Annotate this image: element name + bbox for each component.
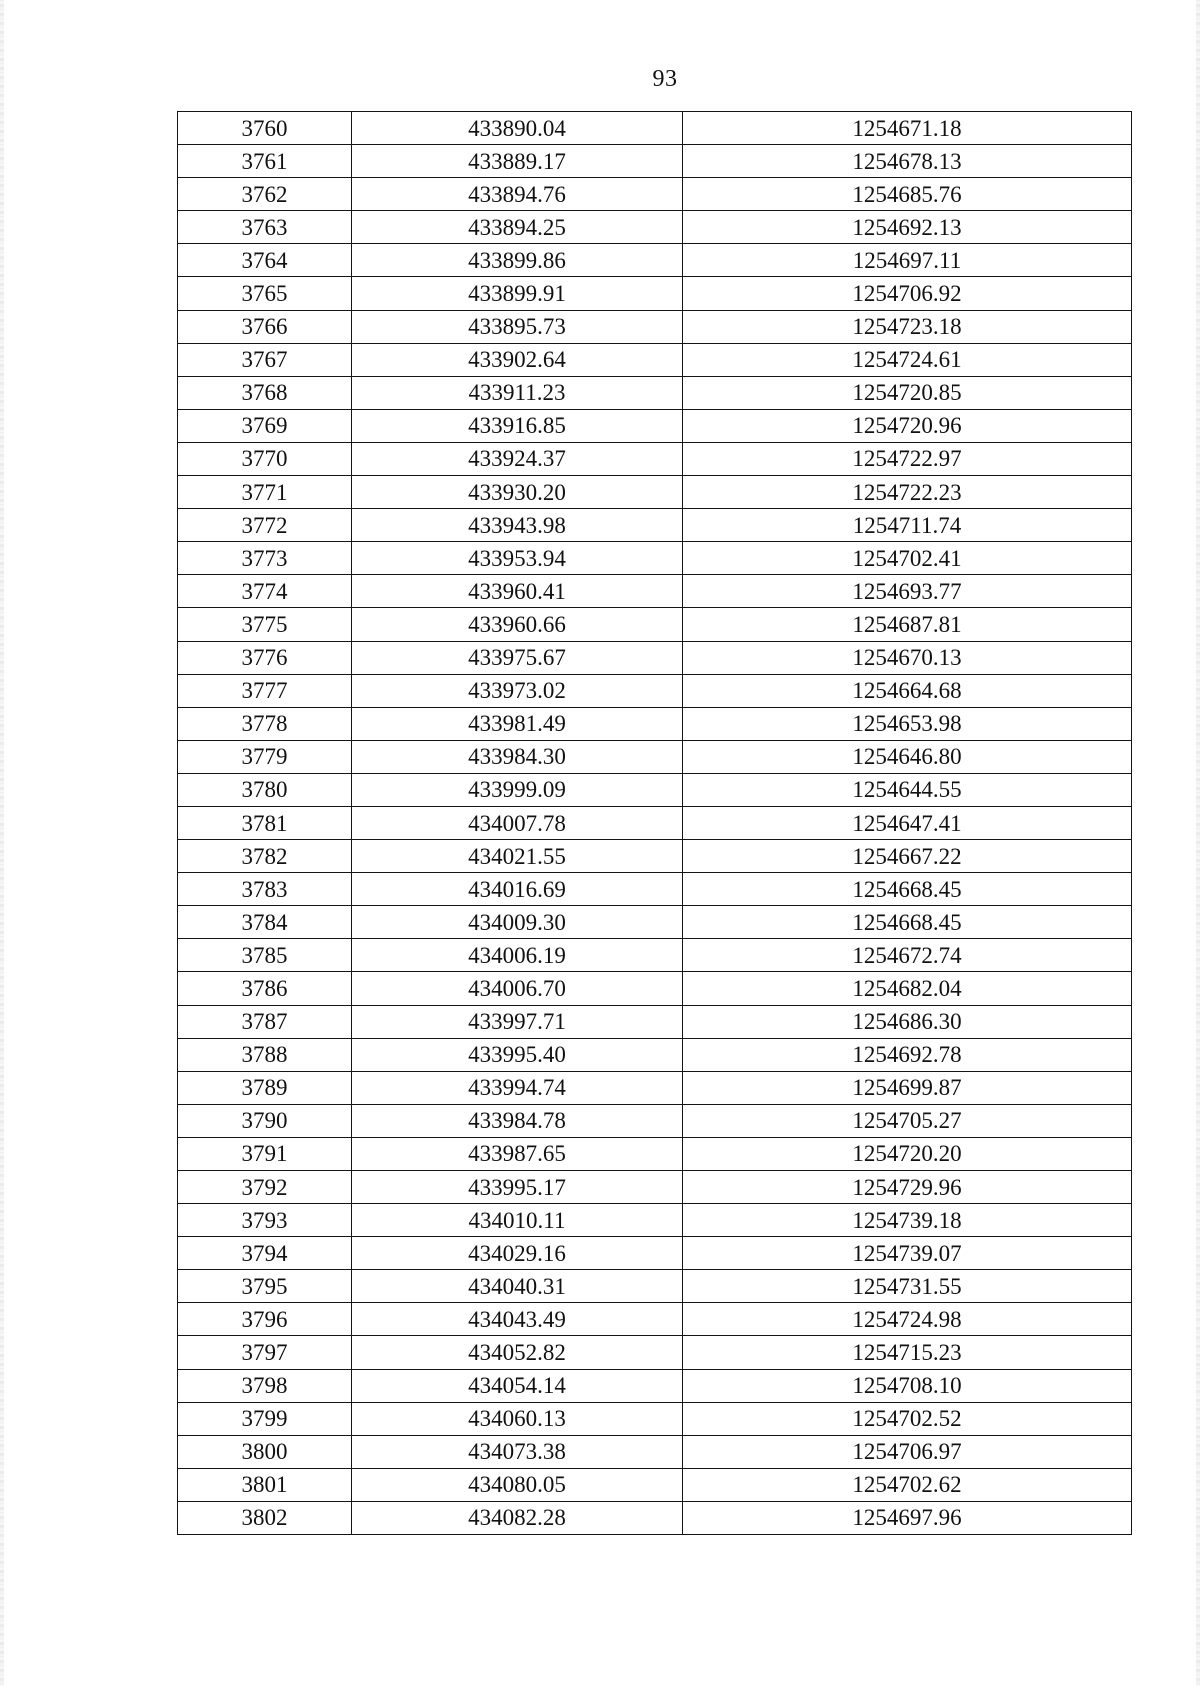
table-row — [178, 343, 1132, 376]
x-coordinate-cell: 434006.70 — [352, 972, 683, 1005]
x-coordinate-cell: 434009.30 — [352, 906, 683, 939]
y-coordinate-cell: 1254702.62 — [683, 1468, 1132, 1501]
table-row — [178, 674, 1132, 707]
x-coordinate-cell: 433984.30 — [352, 740, 683, 773]
y-coordinate-cell: 1254647.41 — [683, 806, 1132, 839]
y-coordinate-cell: 1254702.52 — [683, 1402, 1132, 1435]
x-coordinate-cell: 434073.38 — [352, 1435, 683, 1468]
point-number-cell: 3795 — [178, 1270, 352, 1303]
point-number-cell: 3791 — [178, 1137, 352, 1170]
x-coordinate-cell: 434054.14 — [352, 1369, 683, 1402]
point-number-cell: 3787 — [178, 1005, 352, 1038]
y-coordinate-cell: 1254644.55 — [683, 773, 1132, 806]
y-coordinate-cell: 1254672.74 — [683, 939, 1132, 972]
y-coordinate-cell: 1254686.30 — [683, 1005, 1132, 1038]
x-coordinate-cell: 434052.82 — [352, 1336, 683, 1369]
y-coordinate-cell: 1254668.45 — [683, 906, 1132, 939]
point-number-cell: 3777 — [178, 674, 352, 707]
point-number-cell: 3785 — [178, 939, 352, 972]
point-number-cell: 3767 — [178, 343, 352, 376]
point-number-cell: 3793 — [178, 1204, 352, 1237]
x-coordinate-cell: 433995.17 — [352, 1171, 683, 1204]
x-coordinate-cell: 434021.55 — [352, 840, 683, 873]
y-coordinate-cell: 1254699.87 — [683, 1071, 1132, 1104]
x-coordinate-cell: 433984.78 — [352, 1104, 683, 1137]
table-row — [178, 1137, 1132, 1170]
table-row — [178, 310, 1132, 343]
point-number-cell: 3801 — [178, 1468, 352, 1501]
table-row — [178, 1204, 1132, 1237]
point-number-cell: 3792 — [178, 1171, 352, 1204]
point-number-cell: 3769 — [178, 409, 352, 442]
table-row — [178, 740, 1132, 773]
table-row — [178, 409, 1132, 442]
table-row — [178, 1402, 1132, 1435]
x-coordinate-cell: 433999.09 — [352, 773, 683, 806]
y-coordinate-cell: 1254729.96 — [683, 1171, 1132, 1204]
table-row — [178, 1071, 1132, 1104]
y-coordinate-cell: 1254685.76 — [683, 178, 1132, 211]
x-coordinate-cell: 433975.67 — [352, 641, 683, 674]
point-number-cell: 3773 — [178, 542, 352, 575]
x-coordinate-cell: 434082.28 — [352, 1501, 683, 1534]
table-row — [178, 641, 1132, 674]
x-coordinate-cell: 433994.74 — [352, 1071, 683, 1104]
point-number-cell: 3776 — [178, 641, 352, 674]
table-row — [178, 476, 1132, 509]
point-number-cell: 3778 — [178, 707, 352, 740]
x-coordinate-cell: 433894.76 — [352, 178, 683, 211]
y-coordinate-cell: 1254723.18 — [683, 310, 1132, 343]
coordinate-table — [177, 111, 1132, 1535]
point-number-cell: 3788 — [178, 1038, 352, 1071]
point-number-cell: 3800 — [178, 1435, 352, 1468]
y-coordinate-cell: 1254693.77 — [683, 575, 1132, 608]
x-coordinate-cell: 434010.11 — [352, 1204, 683, 1237]
x-coordinate-cell: 433997.71 — [352, 1005, 683, 1038]
point-number-cell: 3761 — [178, 145, 352, 178]
point-number-cell: 3772 — [178, 509, 352, 542]
table-row — [178, 211, 1132, 244]
x-coordinate-cell: 433889.17 — [352, 145, 683, 178]
point-number-cell: 3794 — [178, 1237, 352, 1270]
table-row — [178, 1005, 1132, 1038]
table-row — [178, 773, 1132, 806]
y-coordinate-cell: 1254724.61 — [683, 343, 1132, 376]
x-coordinate-cell: 433960.66 — [352, 608, 683, 641]
table-row — [178, 939, 1132, 972]
x-coordinate-cell: 433911.23 — [352, 376, 683, 409]
point-number-cell: 3771 — [178, 476, 352, 509]
y-coordinate-cell: 1254731.55 — [683, 1270, 1132, 1303]
x-coordinate-cell: 433890.04 — [352, 112, 683, 145]
table-row — [178, 1435, 1132, 1468]
table-row — [178, 178, 1132, 211]
y-coordinate-cell: 1254646.80 — [683, 740, 1132, 773]
y-coordinate-cell: 1254697.11 — [683, 244, 1132, 277]
y-coordinate-cell: 1254697.96 — [683, 1501, 1132, 1534]
y-coordinate-cell: 1254739.18 — [683, 1204, 1132, 1237]
y-coordinate-cell: 1254702.41 — [683, 542, 1132, 575]
point-number-cell: 3770 — [178, 442, 352, 475]
x-coordinate-cell: 433899.86 — [352, 244, 683, 277]
point-number-cell: 3789 — [178, 1071, 352, 1104]
point-number-cell: 3766 — [178, 310, 352, 343]
table-row — [178, 806, 1132, 839]
x-coordinate-cell: 433924.37 — [352, 442, 683, 475]
y-coordinate-cell: 1254705.27 — [683, 1104, 1132, 1137]
coordinate-table-container — [177, 111, 1131, 1535]
scan-edge-left — [0, 0, 4, 1686]
y-coordinate-cell: 1254668.45 — [683, 873, 1132, 906]
table-row — [178, 707, 1132, 740]
y-coordinate-cell: 1254653.98 — [683, 707, 1132, 740]
x-coordinate-cell: 434006.19 — [352, 939, 683, 972]
x-coordinate-cell: 433895.73 — [352, 310, 683, 343]
point-number-cell: 3796 — [178, 1303, 352, 1336]
table-row — [178, 277, 1132, 310]
x-coordinate-cell: 434060.13 — [352, 1402, 683, 1435]
y-coordinate-cell: 1254722.97 — [683, 442, 1132, 475]
point-number-cell: 3762 — [178, 178, 352, 211]
y-coordinate-cell: 1254682.04 — [683, 972, 1132, 1005]
point-number-cell: 3786 — [178, 972, 352, 1005]
point-number-cell: 3760 — [178, 112, 352, 145]
table-row — [178, 1501, 1132, 1534]
point-number-cell: 3784 — [178, 906, 352, 939]
y-coordinate-cell: 1254708.10 — [683, 1369, 1132, 1402]
x-coordinate-cell: 433960.41 — [352, 575, 683, 608]
x-coordinate-cell: 434080.05 — [352, 1468, 683, 1501]
point-number-cell: 3764 — [178, 244, 352, 277]
x-coordinate-cell: 433981.49 — [352, 707, 683, 740]
point-number-cell: 3781 — [178, 806, 352, 839]
y-coordinate-cell: 1254706.97 — [683, 1435, 1132, 1468]
table-row — [178, 1237, 1132, 1270]
y-coordinate-cell: 1254667.22 — [683, 840, 1132, 873]
point-number-cell: 3774 — [178, 575, 352, 608]
x-coordinate-cell: 433902.64 — [352, 343, 683, 376]
x-coordinate-cell: 433995.40 — [352, 1038, 683, 1071]
y-coordinate-cell: 1254739.07 — [683, 1237, 1132, 1270]
table-row — [178, 575, 1132, 608]
point-number-cell: 3768 — [178, 376, 352, 409]
scan-edge-right — [1196, 0, 1200, 1686]
point-number-cell: 3790 — [178, 1104, 352, 1137]
y-coordinate-cell: 1254715.23 — [683, 1336, 1132, 1369]
x-coordinate-cell: 433899.91 — [352, 277, 683, 310]
y-coordinate-cell: 1254722.23 — [683, 476, 1132, 509]
x-coordinate-cell: 434040.31 — [352, 1270, 683, 1303]
x-coordinate-cell: 433953.94 — [352, 542, 683, 575]
x-coordinate-cell: 434043.49 — [352, 1303, 683, 1336]
point-number-cell: 3783 — [178, 873, 352, 906]
table-row — [178, 1270, 1132, 1303]
point-number-cell: 3779 — [178, 740, 352, 773]
table-row — [178, 1038, 1132, 1071]
x-coordinate-cell: 433943.98 — [352, 509, 683, 542]
point-number-cell: 3797 — [178, 1336, 352, 1369]
x-coordinate-cell: 433916.85 — [352, 409, 683, 442]
x-coordinate-cell: 433894.25 — [352, 211, 683, 244]
y-coordinate-cell: 1254720.20 — [683, 1137, 1132, 1170]
table-row — [178, 145, 1132, 178]
table-row — [178, 442, 1132, 475]
y-coordinate-cell: 1254692.13 — [683, 211, 1132, 244]
table-row — [178, 244, 1132, 277]
page-number: 93 — [652, 66, 678, 92]
y-coordinate-cell: 1254687.81 — [683, 608, 1132, 641]
y-coordinate-cell: 1254724.98 — [683, 1303, 1132, 1336]
table-row — [178, 873, 1132, 906]
table-row — [178, 972, 1132, 1005]
table-row — [178, 1468, 1132, 1501]
x-coordinate-cell: 434007.78 — [352, 806, 683, 839]
point-number-cell: 3798 — [178, 1369, 352, 1402]
table-row — [178, 1171, 1132, 1204]
point-number-cell: 3799 — [178, 1402, 352, 1435]
point-number-cell: 3802 — [178, 1501, 352, 1534]
y-coordinate-cell: 1254692.78 — [683, 1038, 1132, 1071]
y-coordinate-cell: 1254670.13 — [683, 641, 1132, 674]
table-row — [178, 906, 1132, 939]
table-row — [178, 542, 1132, 575]
table-row — [178, 112, 1132, 145]
point-number-cell: 3775 — [178, 608, 352, 641]
table-body — [178, 112, 1132, 1535]
y-coordinate-cell: 1254664.68 — [683, 674, 1132, 707]
point-number-cell: 3782 — [178, 840, 352, 873]
table-row — [178, 1303, 1132, 1336]
point-number-cell: 3765 — [178, 277, 352, 310]
y-coordinate-cell: 1254720.96 — [683, 409, 1132, 442]
table-row — [178, 1369, 1132, 1402]
y-coordinate-cell: 1254711.74 — [683, 509, 1132, 542]
table-row — [178, 840, 1132, 873]
x-coordinate-cell: 433987.65 — [352, 1137, 683, 1170]
y-coordinate-cell: 1254720.85 — [683, 376, 1132, 409]
x-coordinate-cell: 433973.02 — [352, 674, 683, 707]
table-row — [178, 376, 1132, 409]
table-row — [178, 1336, 1132, 1369]
x-coordinate-cell: 433930.20 — [352, 476, 683, 509]
y-coordinate-cell: 1254671.18 — [683, 112, 1132, 145]
point-number-cell: 3763 — [178, 211, 352, 244]
y-coordinate-cell: 1254678.13 — [683, 145, 1132, 178]
table-row — [178, 509, 1132, 542]
table-row — [178, 608, 1132, 641]
point-number-cell: 3780 — [178, 773, 352, 806]
y-coordinate-cell: 1254706.92 — [683, 277, 1132, 310]
x-coordinate-cell: 434029.16 — [352, 1237, 683, 1270]
table-row — [178, 1104, 1132, 1137]
x-coordinate-cell: 434016.69 — [352, 873, 683, 906]
